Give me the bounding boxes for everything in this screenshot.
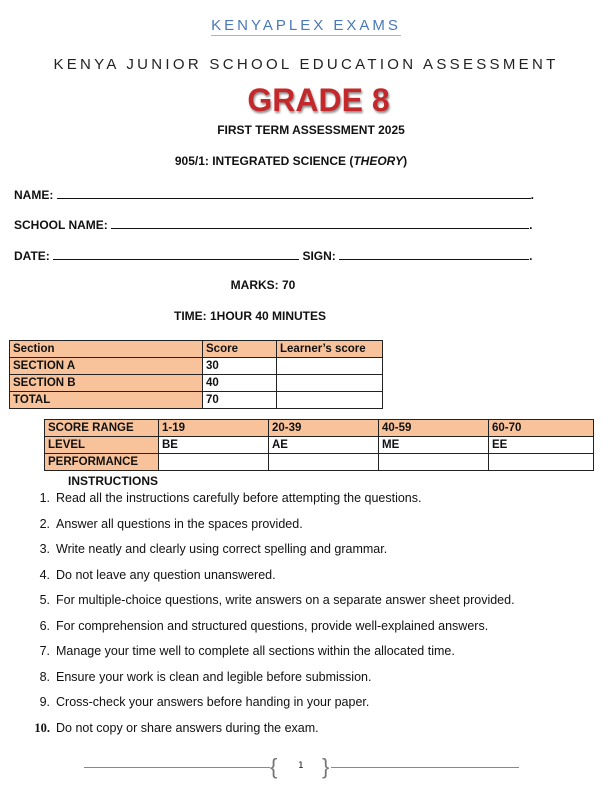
list-item: 8. Ensure your work is clean and legible before submission. [39,669,372,684]
instructions-title: INSTRUCTIONS [68,474,158,488]
right-brace-icon: } [322,754,330,779]
table-row: SECTION B 40 [10,375,383,392]
learner-score-cell[interactable] [277,392,383,409]
name-input-line[interactable] [57,186,531,199]
grade-title: GRADE 8 [247,82,390,118]
performance-cell[interactable] [489,454,594,471]
instructions-list [22,489,515,744]
school-name-input-line[interactable] [111,216,529,229]
brand-title: KENYAPLEX EXAMS [211,17,401,34]
table-row: SECTION A 30 [10,358,383,375]
table-row: TOTAL 70 [10,392,383,409]
footer-divider-left [84,767,270,768]
list-item: 5. For multiple-choice questions, write answers on a separate answer sheet provided. [39,593,515,607]
performance-cell[interactable] [269,454,379,471]
date-sign-field[interactable]: DATE: SIGN: . [14,249,533,263]
name-field[interactable]: NAME: . [14,188,535,202]
rubric-table [44,419,594,471]
learner-score-cell[interactable] [277,375,383,392]
table-row: PERFORMANCE [45,454,594,471]
performance-cell[interactable] [159,454,269,471]
list-item: 7. Manage your time well to complete all sections within the allocated time. [39,644,455,658]
list-item: 2. Answer all questions in the spaces provided. [39,516,303,531]
school-name-field[interactable]: SCHOOL NAME: . [14,218,533,232]
list-item: 6. For comprehension and structured questions, provide well-explained answers. [39,618,489,633]
assessment-body-title: KENYA JUNIOR SCHOOL EDUCATION ASSESSMENT [53,56,559,73]
subject-title: 905/1: INTEGRATED SCIENCE (THEORY) [174,154,408,168]
table-row: LEVEL BE AE ME EE [45,437,594,454]
learner-score-cell[interactable] [277,358,383,375]
footer-divider-right [331,767,519,768]
performance-cell[interactable] [379,454,489,471]
marks-label: MARKS: 70 [230,278,296,292]
date-input-line[interactable] [53,247,299,260]
time-label: TIME: 1HOUR 40 MINUTES [173,309,326,323]
page-number: 1 [298,761,304,771]
list-item: 10. Do not copy or share answers during the exam. [34,720,319,735]
score-table-header: Section Score Learner’s score [10,341,383,358]
left-brace-icon: { [270,754,278,779]
list-item: 9. Cross-check your answers before handing in your paper. [39,695,370,709]
table-row: SCORE RANGE 1-19 20-39 40-59 60-70 [45,420,594,437]
term-title: FIRST TERM ASSESSMENT 2025 [217,123,405,137]
sign-input-line[interactable] [339,247,529,260]
list-item: 4. Do not leave any question unanswered. [39,567,276,582]
score-table [9,340,383,409]
list-item: 1. Read all the instructions carefully before attempting the questions. [39,491,422,505]
list-item: 3. Write neatly and clearly using correct spelling and grammar. [39,542,388,556]
